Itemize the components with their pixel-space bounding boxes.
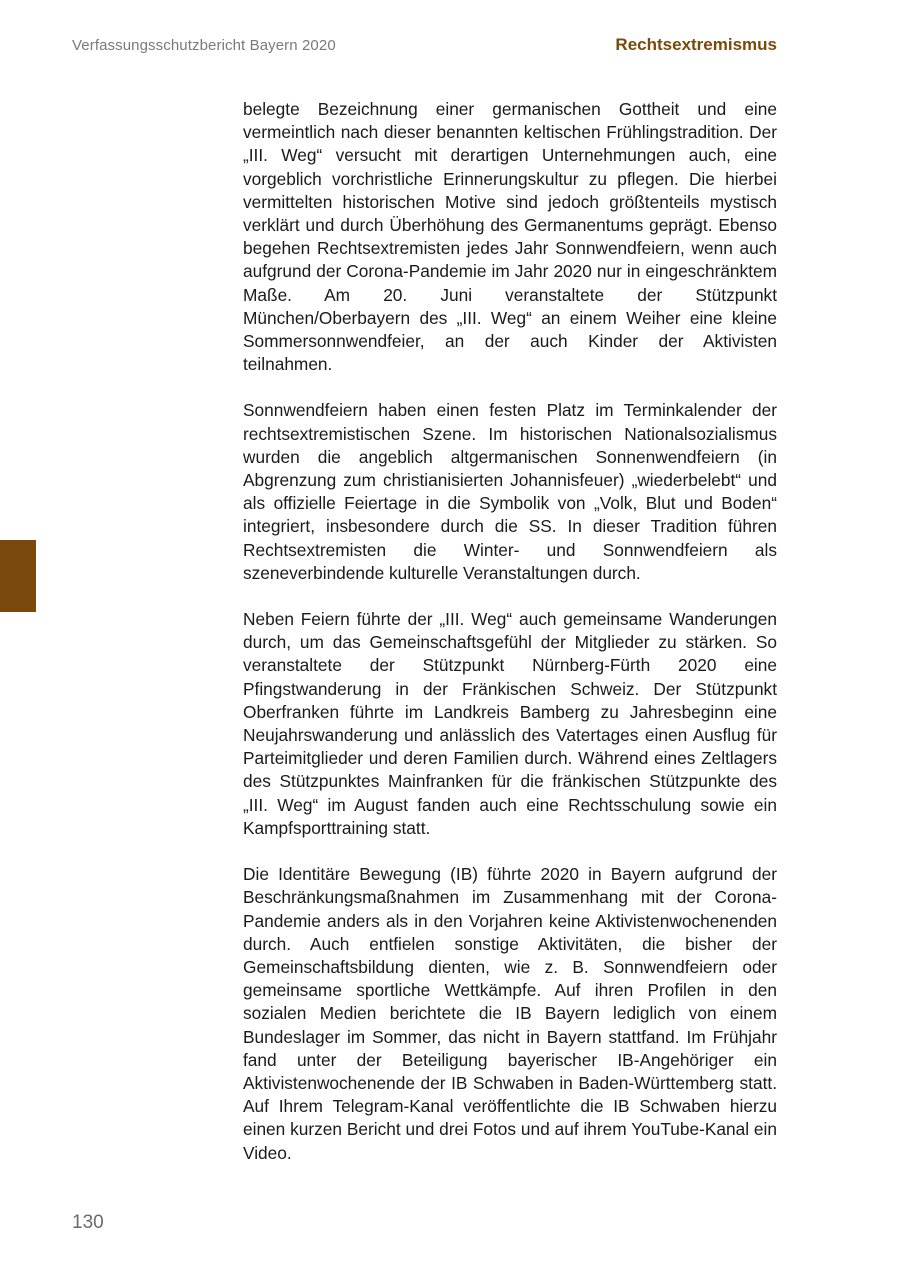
paragraph: Sonnwendfeiern haben einen festen Platz im Terminkalender der rechtsextremistischen Szene. Im historischen Nationalsozialismus wurden die angeblich altgermanischen Sonnenwendfeiern (in Abgrenzung zum christianisierten Johannisfeuer) „wiederbelebt“ und als offizielle Feiertage in die Symbolik von „Volk, Blut und Boden“ integriert, insbesondere durch die SS. In dieser Tradition führen Rechtsextremisten die Winter- und Sonnwendfeiern als szeneverbindende kulturelle Veranstaltungen durch. (243, 400, 777, 583)
chapter-side-tab (0, 540, 36, 612)
paragraph: Die Identitäre Bewegung (IB) führte 2020 in Bayern aufgrund der Beschränkungsmaßnahmen im Zusammenhang mit der Corona-Pandemie anders als in den Vorjahren keine Aktivistenwochenenden durch. Auch entfielen sonstige Aktivitäten, die bisher der Gemeinschaftsbildung dienten, wie z. B. Sonnwendfeiern oder gemeinsame sportliche Wettkämpfe. Auf ihren Profilen in den sozialen Medien berichtete die IB Bayern lediglich von einem Bundeslager im Sommer, das nicht in Bayern stattfand. Im Frühjahr fand unter der Beteiligung bayerischer IB-Angehöriger ein Aktivistenwochenende der IB Schwaben in Baden-Württemberg statt. Auf Ihrem Telegram-Kanal veröffentlichte die IB Schwaben hierzu einen kurzen Bericht und drei Fotos und auf ihrem YouTube-Kanal ein Video. (243, 864, 777, 1163)
running-header-section: Rechtsextremismus (615, 35, 777, 54)
paragraph: Neben Feiern führte der „III. Weg“ auch gemeinsame Wanderungen durch, um das Gemeinschaftsgefühl der Mitglieder zu stärken. So veranstaltete der Stützpunkt Nürnberg-Fürth 2020 eine Pfingstwanderung in der Fränkischen Schweiz. Der Stützpunkt Oberfranken führte im Landkreis Bamberg zu Jahresbeginn eine Neujahrswanderung und anlässlich des Vatertages einen Ausflug für Parteimitglieder und deren Familien durch. Während eines Zeltlagers des Stützpunktes Mainfranken für die fränkischen Stützpunkte des „III. Weg“ im August fanden auch eine Rechtsschulung sowie ein Kampfsporttraining statt. (243, 609, 777, 838)
running-header-publication: Verfassungsschutzbericht Bayern 2020 (72, 37, 336, 54)
paragraph: belegte Bezeichnung einer germanischen Gottheit und eine vermeintlich nach dieser benannten keltischen Frühlingstradition. Der „III. Weg“ versucht mit derartigen Unternehmungen auch, eine vorgeblich vorchristliche Erinnerungskultur zu pflegen. Die hierbei vermittelten historischen Motive sind jedoch größtenteils mystisch verklärt und durch Überhöhung des Germanentums geprägt. Ebenso begehen Rechtsextremisten jedes Jahr Sonnwendfeiern, wenn auch aufgrund der Corona-Pandemie im Jahr 2020 nur in eingeschränktem Maße. Am 20. Juni veranstaltete der Stützpunkt München/Oberbayern des „III. Weg“ an einem Weiher eine kleine Sommersonnwendfeier, an der auch Kinder der Aktivisten teilnahmen. (243, 99, 777, 375)
page-number: 130 (72, 1212, 104, 1233)
body-text (243, 98, 777, 1188)
